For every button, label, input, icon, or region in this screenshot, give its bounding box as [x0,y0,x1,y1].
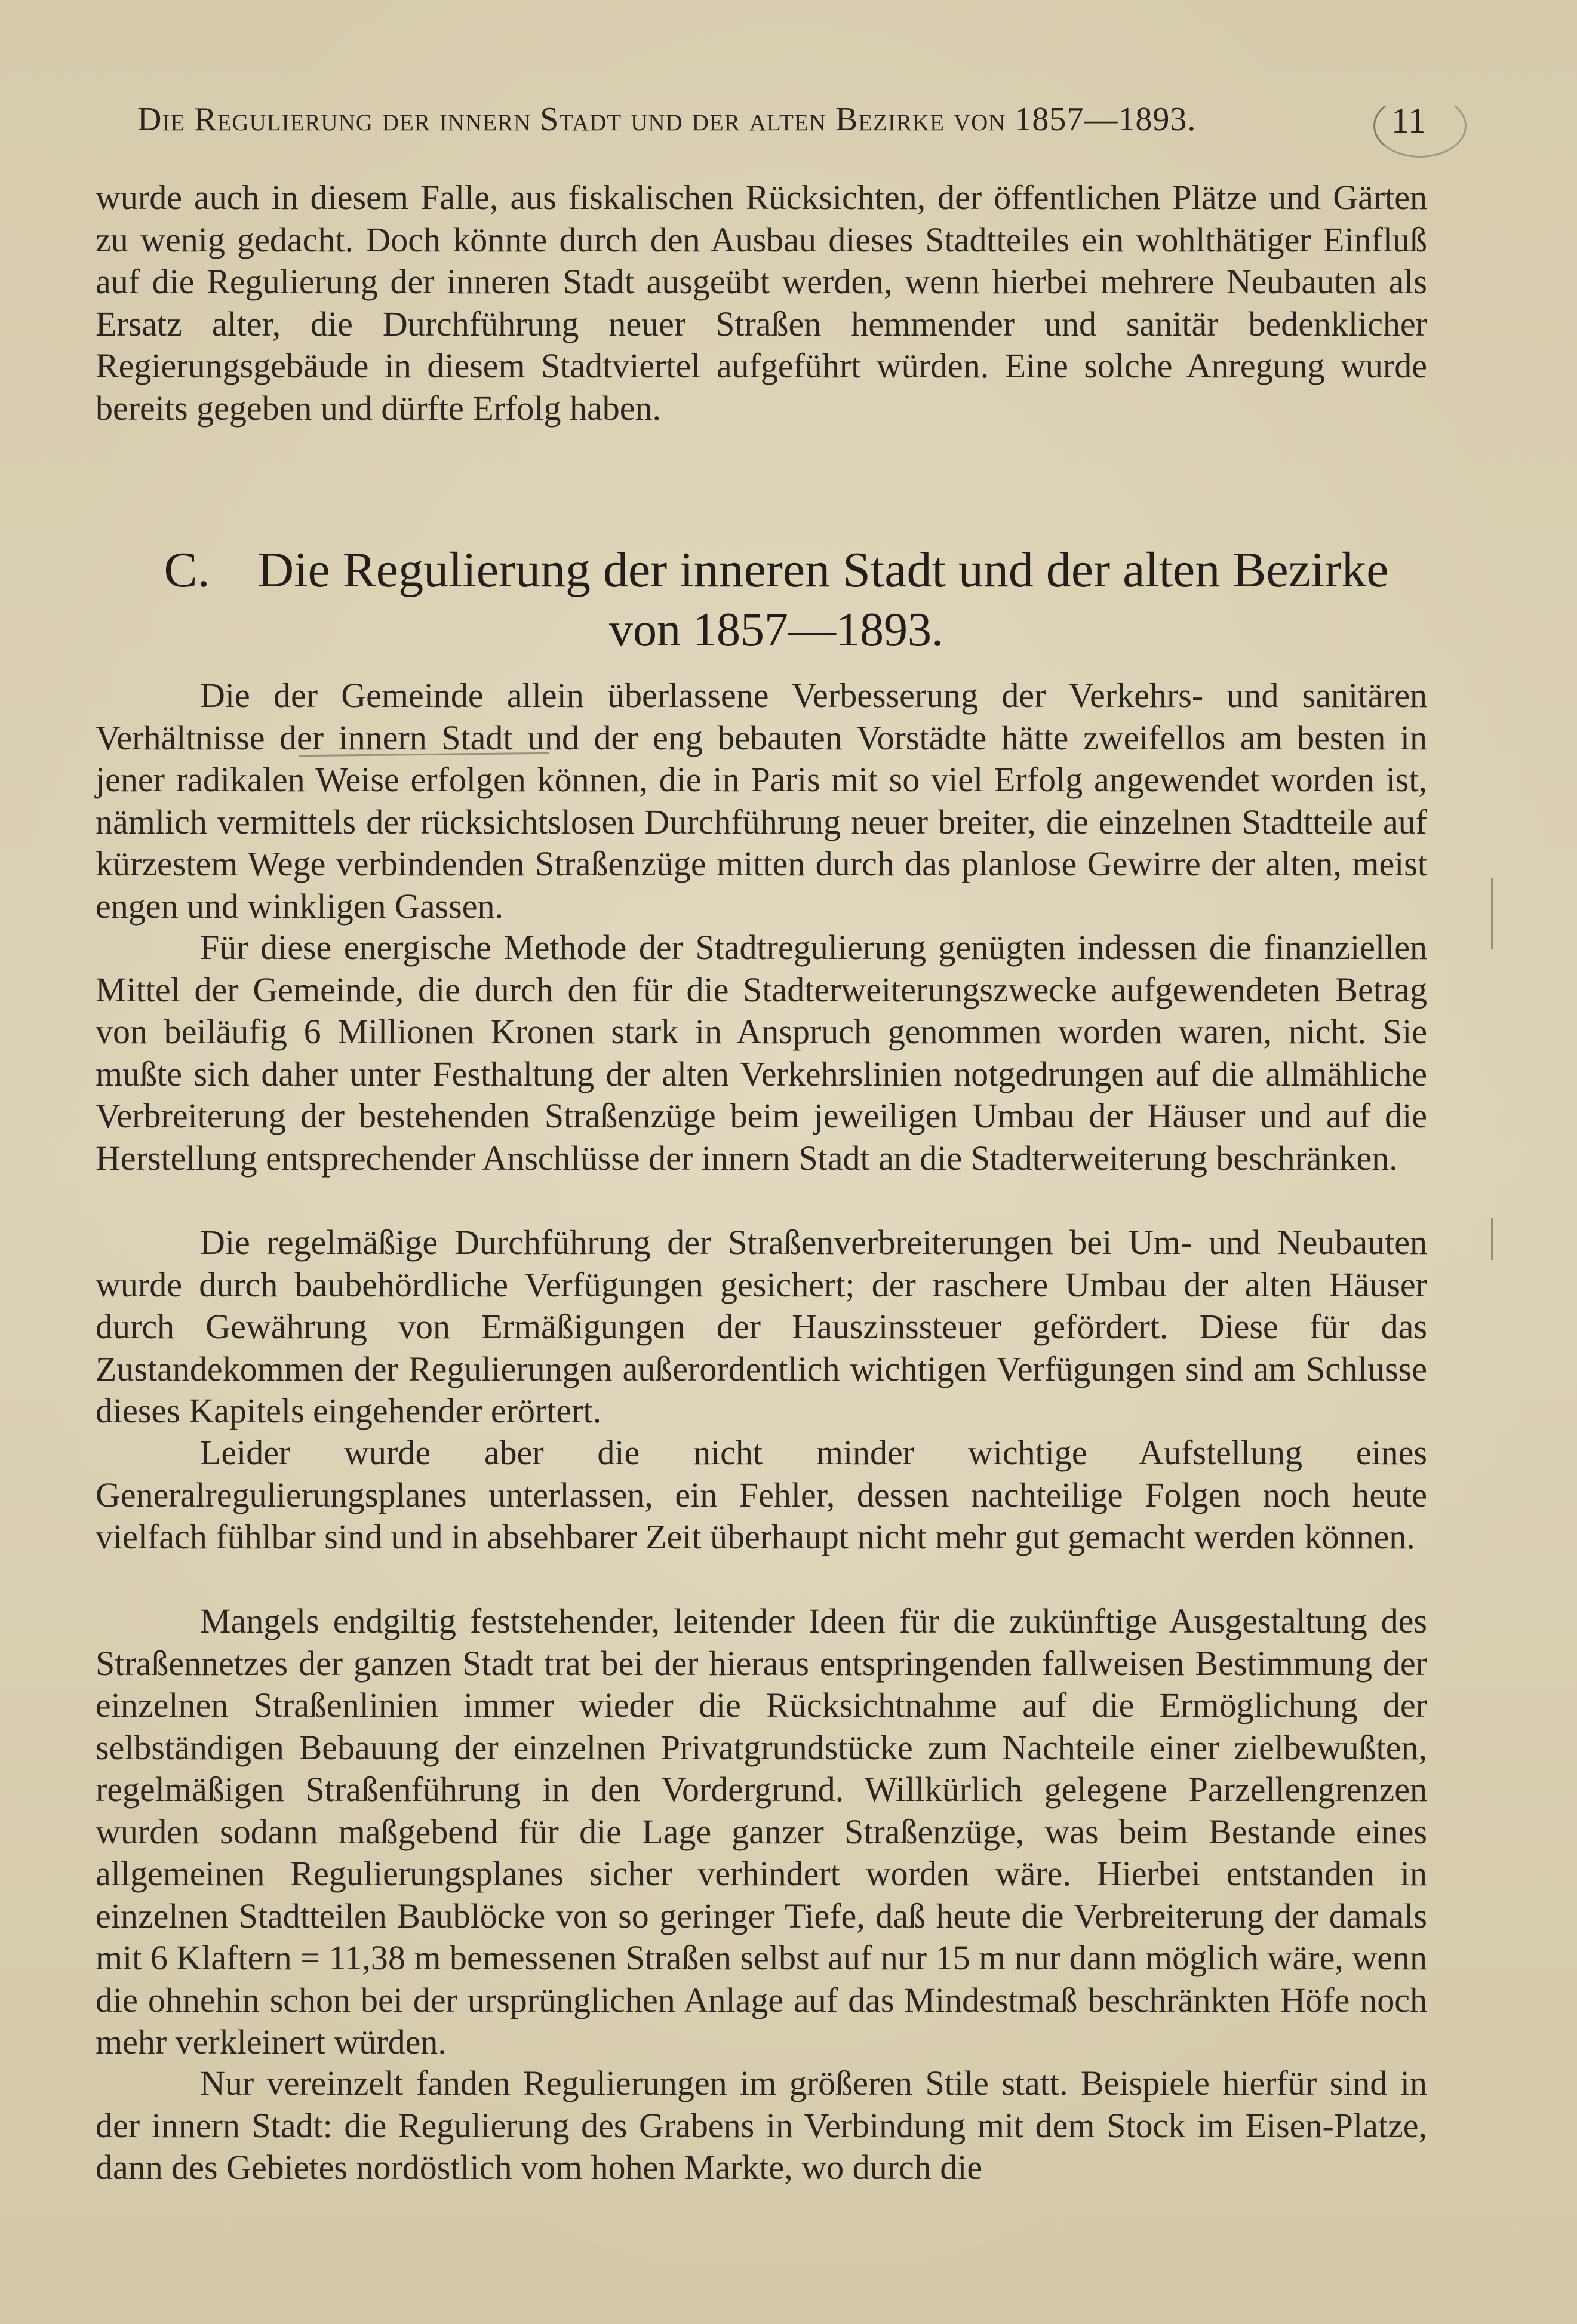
body-paragraph-2: Für diese energische Methode der Stadtregulierung genügten indessen die finanziellen Mittel der Gemeinde, die durch den für die Stadterweiterungszwecke aufgewendeten Betrag von beiläufig 6 Millionen Kronen stark in Anspruch genommen worden waren, nicht. Sie mußte sich daher unter Festhaltung der alten Verkehrslinien notgedrungen auf die allmähliche Verbreiterung der bestehenden Straßenzüge beim jeweiligen Umbau der Häuser und auf die Herstellung entsprechender Anschlüsse der innern Stadt an die Stadterweiterung beschränken. [96,928,1427,1178]
pencil-margin-mark [1491,878,1493,949]
body-paragraph-4: Leider wurde aber die nicht minder wichtige Aufstellung eines Generalregulierungsplanes unterlassen, ein Fehler, dessen nachteilige Folgen noch heute vielfach fühlbar sind und in absehbarer Zeit überhaupt nicht mehr gut gemacht werden können. [96,1433,1427,1556]
running-head-text: Die Regulierung der innern Stadt und der alten Bezirke von 1857—1893. [137,101,1197,138]
body-paragraph-6: Nur vereinzelt fanden Regulierungen im größeren Stile statt. Beispiele hierfür sind in der innern Stadt: die Regulierung des Grabens in Verbindung mit dem Stock im Eisen-Platze, dann des Gebietes nordöstlich vom hohen Markte, wo durch die [96,2064,1427,2187]
pencil-margin-mark [1491,1218,1493,1260]
section-heading [119,540,1433,660]
body-paragraph-3: Die regelmäßige Durchführung der Straßenverbreiterungen bei Um- und Neubauten wurde durch baubehördliche Verfügungen gesichert; der raschere Umbau der alten Häuser durch Gewährung von Ermäßigungen der Hauszinssteuer gefördert. Diese für das Zustandekommen der Regulierungen außerordentlich wichtigen Verfügungen sind am Schlusse dieses Kapitels eingehender erörtert. [96,1223,1427,1430]
running-head [137,100,1403,139]
intro-paragraph: wurde auch in diesem Falle, aus fiskalischen Rücksichten, der öffentlichen Plätze und Gärten zu wenig gedacht. Doch könnte durch den Ausbau dieses Stadtteiles ein wohlthätiger Einfluß auf die Regulierung der inneren Stadt ausgeübt werden, wenn hierbei mehrere Neubauten als Ersatz alter, die Durchführung neuer Straßen hemmender und sanitär bedenklicher Regierungsgebäude in diesem Stadtviertel aufgeführt würden. Eine solche Anregung wurde bereits gegeben und dürfte Erfolg haben. [96,178,1427,428]
section-title-line2: von 1857—1893. [609,604,943,656]
section-label: C. [164,542,210,598]
section-title-line1: Die Regulierung der inneren Stadt und der alten Bezirke [257,542,1389,598]
body-paragraph-5: Mangels endgiltig feststehender, leitender Ideen für die zukünftige Ausgestaltung des Straßennetzes der ganzen Stadt trat bei der hieraus entspringenden fallweisen Bestimmung der einzelnen Straßenlinien immer wieder die Rücksichtnahme auf die Ermöglichung der selbständigen Bebauung der einzelnen Privatgrundstücke zum Nachteile einer zielbewußten, regelmäßigen Straßenführung in den Vordergrund. Willkürlich gelegene Parzellengrenzen wurden sodann maßgebend für die Lage ganzer Straßenzüge, was beim Bestande eines allgemeinen Regulierungsplanes sicher verhindert worden wäre. Hierbei entstanden in einzelnen Stadtteilen Baublöcke von so geringer Tiefe, daß heute die Verbreiterung der damals mit 6 Klaftern = 11,38 m bemessenen Straßen selbst auf nur 15 m nur dann möglich wäre, wenn die ohnehin schon bei der ursprünglichen Anlage auf das Mindestmaß beschränkten Höfe noch mehr verkleinert würden. [96,1601,1427,2061]
body-paragraph-1: Die der Gemeinde allein überlassene Verbesserung der Verkehrs- und sanitären Verhältnisse der innern Stadt und der eng bebauten Vorstädte hätte zweifellos am besten in jener radikalen Weise erfolgen können, die in Paris mit so viel Erfolg angewendet worden ist, nämlich vermittels der rücksichtslosen Durchführung neuer breiter, die einzelnen Stadtteile auf kürzestem Wege verbindenden Straßenzüge mitten durch das planlose Gewirre der alten, meist engen und winkligen Gassen. [96,676,1427,926]
page-number: 11 [1391,101,1426,140]
